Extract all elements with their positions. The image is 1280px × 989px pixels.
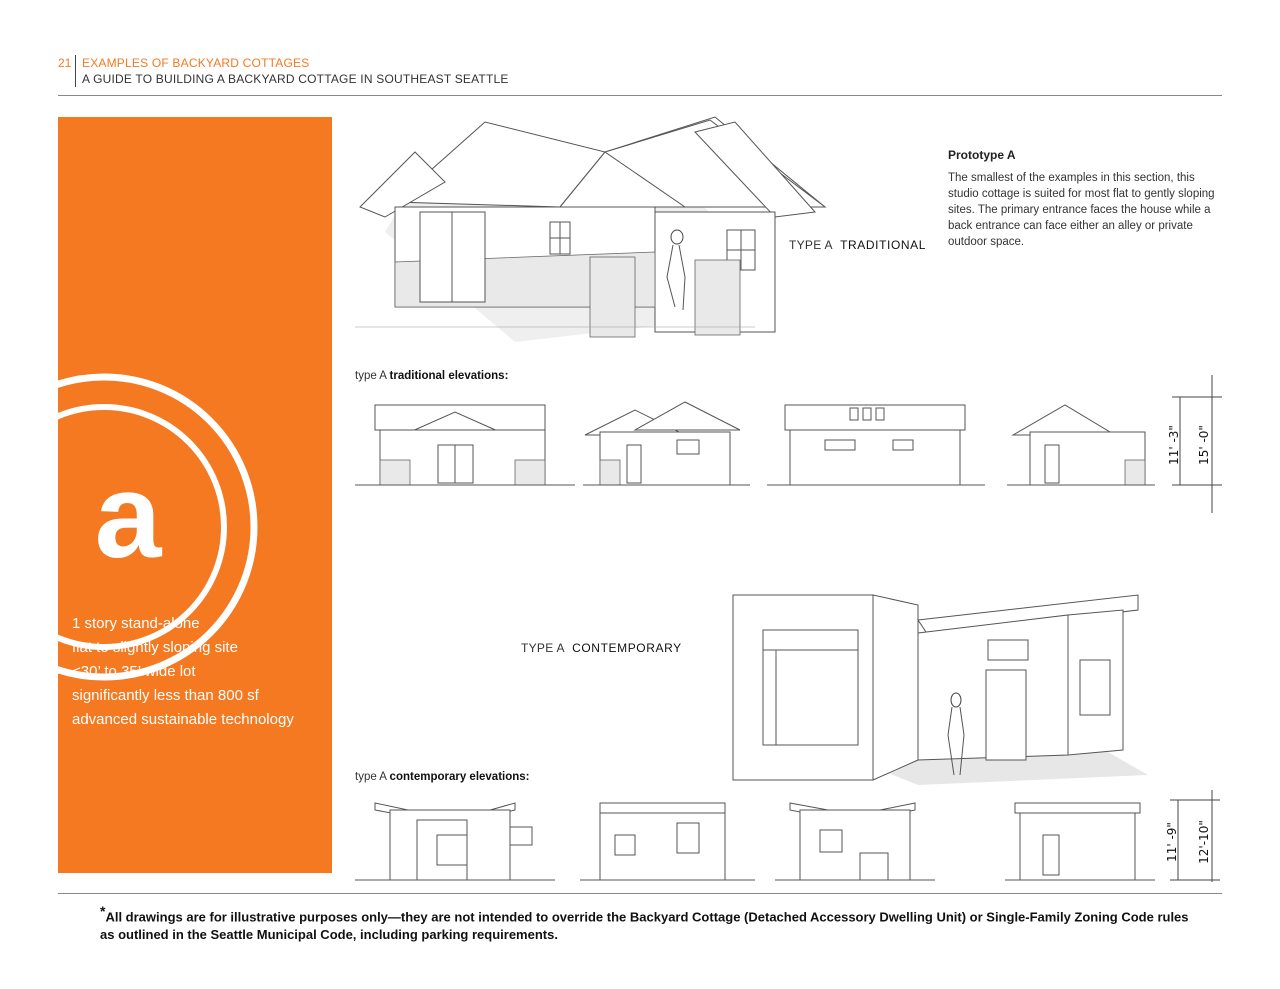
traditional-elevations-prefix: type A bbox=[355, 370, 387, 382]
section-title: EXAMPLES OF BACKYARD COTTAGES bbox=[82, 56, 310, 70]
traditional-elevations-label: traditional elevations: bbox=[389, 370, 509, 382]
guide-subtitle: A GUIDE TO BUILDING A BACKYARD COTTAGE IN SOUTHEAST SEATTLE bbox=[82, 72, 509, 86]
traditional-caption-style: TRADITIONAL bbox=[840, 238, 927, 252]
contemporary-caption-style: CONTEMPORARY bbox=[572, 641, 682, 655]
traditional-elevation-front bbox=[355, 405, 575, 485]
disclaimer-text: All drawings are for illustrative purposes only—they are not intended to override the Backyard Cottage (Detached Accessory Dwelling Unit) or Single-Family Zoning Code rules as outlined in the Seattle Municipal Code, including parking requirements. bbox=[100, 909, 1189, 943]
contemporary-elevation-side bbox=[580, 803, 755, 880]
contemporary-caption-prefix: TYPE A bbox=[521, 641, 565, 655]
contemporary-total-height: 12'-10" bbox=[1197, 820, 1211, 864]
contemporary-wall-height: 11' -9" bbox=[1165, 822, 1179, 862]
page-number: 21 bbox=[58, 56, 72, 70]
contemporary-elevation-side-2 bbox=[1005, 803, 1155, 880]
prototype-panel bbox=[58, 117, 332, 873]
contemporary-elevations-heading bbox=[355, 771, 530, 783]
contemporary-cottage-drawing bbox=[718, 585, 1148, 785]
traditional-total-height: 15' -0" bbox=[1197, 425, 1211, 465]
footnote-asterisk: * bbox=[100, 903, 106, 919]
prototype-title: Prototype A bbox=[948, 148, 1016, 162]
contemporary-elevations-label: contemporary elevations: bbox=[389, 771, 530, 783]
feature-item: flat to slightly sloping site bbox=[72, 639, 238, 656]
badge-circle-icon bbox=[58, 117, 332, 873]
contemporary-elevations-prefix: type A bbox=[355, 771, 387, 783]
feature-item: <30’ to 35’ wide lot bbox=[72, 663, 196, 680]
traditional-caption-prefix: TYPE A bbox=[789, 238, 833, 252]
contemporary-elevation-front bbox=[355, 803, 555, 880]
traditional-elevations-heading bbox=[355, 370, 508, 382]
traditional-elevation-rear bbox=[767, 405, 985, 485]
feature-item: advanced sustainable technology bbox=[72, 711, 294, 728]
header-divider bbox=[75, 55, 76, 87]
contemporary-dimension-lines bbox=[1160, 790, 1220, 890]
traditional-elevations-drawing bbox=[355, 390, 1155, 520]
traditional-caption bbox=[789, 238, 926, 252]
footer-rule bbox=[58, 893, 1222, 894]
header-rule bbox=[58, 95, 1222, 96]
feature-list bbox=[72, 612, 294, 732]
traditional-elevation-side bbox=[583, 402, 750, 485]
feature-item: 1 story stand-alone bbox=[72, 615, 200, 632]
traditional-wall-height: 11' -3" bbox=[1167, 425, 1181, 465]
contemporary-elevations-drawing bbox=[355, 795, 1155, 885]
feature-item: significantly less than 800 sf bbox=[72, 687, 259, 704]
traditional-elevation-side-2 bbox=[1007, 405, 1155, 485]
traditional-dimension-lines bbox=[1162, 375, 1222, 515]
traditional-cottage-drawing bbox=[355, 112, 775, 352]
badge-letter: a bbox=[94, 449, 162, 583]
prototype-description: The smallest of the examples in this section, this studio cottage is suited for most flat to gently sloping sites. The primary entrance faces the house while a back entrance can face either an alley or private outdoor space. bbox=[948, 172, 1215, 248]
footer-disclaimer bbox=[100, 902, 1200, 944]
contemporary-caption bbox=[521, 641, 682, 655]
contemporary-elevation-rear bbox=[775, 803, 935, 880]
